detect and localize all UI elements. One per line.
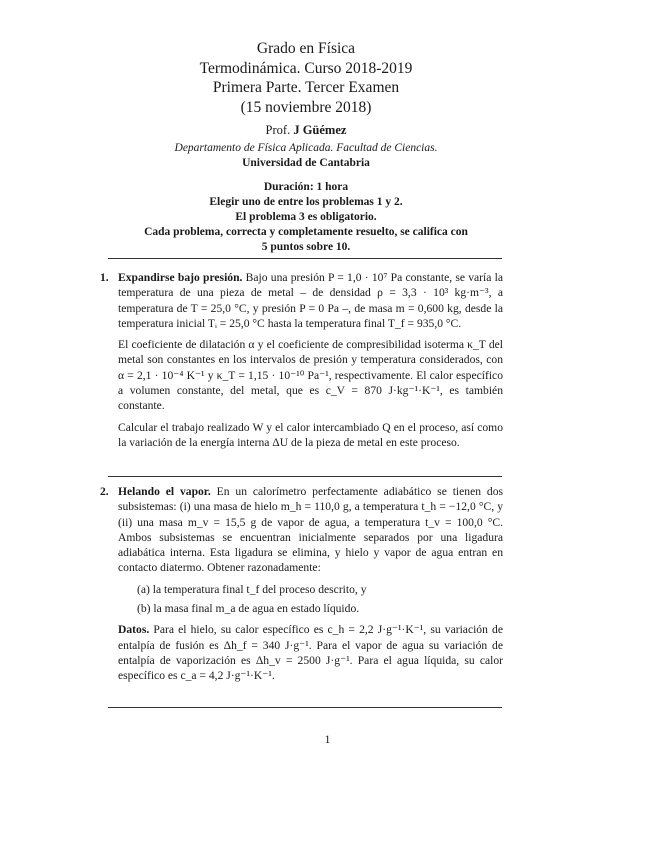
header-date: (15 noviembre 2018) bbox=[240, 98, 372, 116]
problem-2-datos-label: Datos. bbox=[118, 623, 150, 637]
problem-1-coefficients: El coeficiente de dilatación α y el coeficiente de compresibilidad isoterma κ_T del metal son constantes en los intervalos de presión y temperatura considerados, con α = 2,1 · 10⁻⁴ K⁻¹ y κ_T = 1,15 · 10⁻¹⁰ Pa⁻¹, respectivamente. El calor específico a volumen constante, del metal, que es c_V = 870 J·kg⁻¹·K⁻¹, es también constante. bbox=[118, 338, 503, 413]
instruction-choose: Elegir uno de entre los problemas 1 y 2. bbox=[209, 196, 403, 208]
problem-2-datos: Para el hielo, su calor específico es c_h = 2,2 J·g⁻¹·K⁻¹, su variación de entalpía de fusión es Δh_f = 340 J·g⁻¹. Para el vapor de agua su variación de entalpía de vaporización es Δh_v = 2500 J·g⁻¹. Para el agua líquida, su calor específico es c_a = 4,2 J·g⁻¹·K⁻¹. bbox=[118, 623, 503, 683]
problem-1-number: 1. bbox=[100, 271, 109, 284]
problem-2-statement: En un calorímetro perfectamente adiabático se tienen dos subsistemas: (i) una masa de hielo m_h = 110,0 g, a temperatura t_h = −12,0 °C, y (ii) una masa m_v = 15,5 g de vapor de agua, a temperatura t_v = 100,0 °C. Ambos subsistemas se encuentran inicialmente separados por una ligadura adiabática interna. Esta ligadura se elimina, y hielo y vapor de agua entran en contacto diatermo. Obtener razonadamente: bbox=[118, 485, 504, 575]
header-degree: Grado en Física bbox=[256, 40, 356, 57]
professor-prefix: Prof. bbox=[265, 123, 294, 137]
problem-2-number: 2. bbox=[100, 485, 109, 498]
page-number: 1 bbox=[324, 732, 331, 746]
problem-1 bbox=[100, 270, 503, 456]
instruction-grading: Cada problema, correcta y completamente resuelto, se califica con bbox=[144, 226, 468, 238]
problem-2-title: Helando el vapor. bbox=[118, 485, 211, 498]
problem-2-item-b: (b) la masa final m_a de agua en estado líquido. bbox=[137, 602, 360, 616]
professor-line bbox=[0, 122, 612, 138]
professor-name: J Güémez bbox=[293, 123, 347, 137]
instruction-points: 5 puntos sobre 10. bbox=[261, 241, 351, 253]
divider-top bbox=[108, 258, 502, 259]
instruction-mandatory: El problema 3 es obligatorio. bbox=[235, 211, 377, 223]
problem-1-title: Expandirse bajo presión. bbox=[118, 271, 243, 284]
problem-1-question: Calcular el trabajo realizado W y el calor intercambiado Q en el proceso, así como la variación de la energía interna ΔU de la pieza de metal en este proceso. bbox=[118, 420, 503, 449]
problem-2-items bbox=[137, 582, 503, 617]
header-exam: Primera Parte. Tercer Examen bbox=[212, 79, 400, 96]
exam-header bbox=[0, 39, 612, 255]
duration: Duración: 1 hora bbox=[263, 181, 349, 193]
problem-2 bbox=[100, 484, 504, 690]
department: Departamento de Física Aplicada. Facultad de Ciencias. bbox=[174, 142, 438, 154]
divider-bottom bbox=[108, 707, 502, 708]
university: Universidad de Cantabria bbox=[242, 157, 370, 169]
header-course: Termodinámica. Curso 2018-2019 bbox=[199, 59, 413, 77]
problem-1-statement: Bajo una presión P = 1,0 · 10⁷ Pa constante, se varía la temperatura de una pieza de metal – de densidad ρ = 3,3 · 10³ kg·m⁻³, a temperatura de T = 25,0 °C, y presión P = 0 Pa –, de masa m = 0,600 kg, desde la temperatura inicial Tᵢ = 25,0 °C hasta la temperatura final T_f = 935,0 °C. bbox=[118, 271, 503, 330]
divider-middle bbox=[108, 476, 502, 477]
problem-2-item-a: (a) la temperatura final t_f del proceso descrito, y bbox=[137, 582, 367, 596]
